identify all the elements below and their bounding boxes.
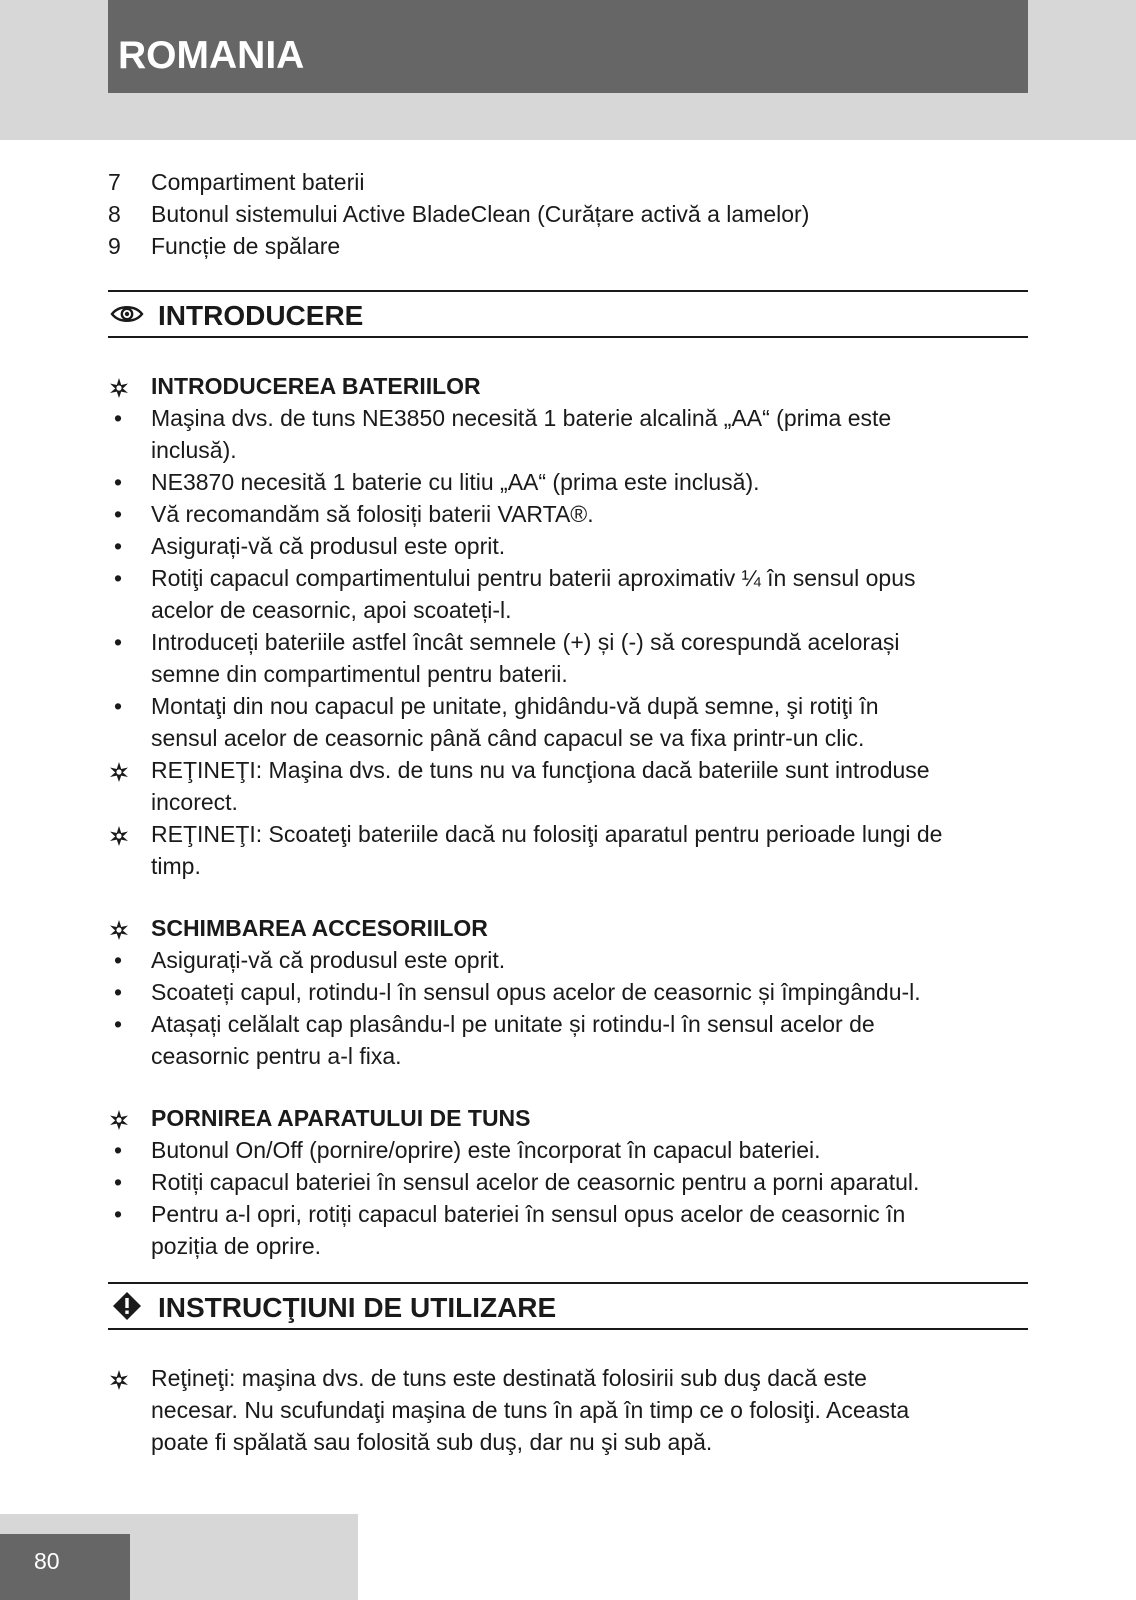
- text-line: poate fi spălată sau folosită sub duş, dar nu şi sub apă.: [151, 1429, 713, 1455]
- list-item: [108, 976, 1028, 1008]
- text-line: necesar. Nu scufundaţi maşina de tuns în apă în timp ce o folosiţi. Aceasta: [151, 1397, 910, 1423]
- text-line: REŢINEŢI: Scoateţi bateriile dacă nu folosiţi aparatul pentru perioade lungi de: [151, 821, 943, 847]
- text-line: Pentru a-l opri, rotiți capacul bateriei în sensul opus acelor de ceasornic în: [151, 1201, 906, 1227]
- note-item: [108, 1362, 1028, 1458]
- section-heading-instructiuni: [108, 1282, 1028, 1330]
- bullet: •: [114, 1169, 123, 1195]
- text-line: Scoateți capul, rotindu-l în sensul opus acelor de ceasornic și împingându-l.: [151, 979, 921, 1005]
- note-item: [108, 754, 1028, 818]
- bullet: •: [114, 405, 123, 431]
- bullet: •: [114, 693, 123, 719]
- list-item: [108, 498, 1028, 530]
- text-line: Montaţi din nou capacul pe unitate, ghidându-vă după semne, şi rotiţi în: [151, 693, 879, 719]
- bullet: •: [114, 501, 123, 527]
- text-line: semne din compartimentul pentru baterii.: [151, 661, 568, 687]
- item-text: Butonul sistemului Active BladeClean (Curățare activă a lamelor): [151, 201, 810, 227]
- text-line: inclusă).: [151, 437, 237, 463]
- list-item: [108, 1008, 1028, 1072]
- list-item: [108, 1166, 1028, 1198]
- section-title: INSTRUCŢIUNI DE UTILIZARE: [158, 1292, 557, 1323]
- text-line: acelor de ceasornic, apoi scoateți-l.: [151, 597, 512, 623]
- text-line: Introduceți bateriile astfel încât semnele (+) și (-) să corespundă acelorași: [151, 629, 900, 655]
- text-line: Rotiți capacul bateriei în sensul acelor de ceasornic pentru a porni aparatul.: [151, 1169, 920, 1195]
- text-line: Asigurați-vă că produsul este oprit.: [151, 533, 506, 559]
- text-line: poziția de oprire.: [151, 1233, 322, 1259]
- text-line: ceasornic pentru a-l fixa.: [151, 1043, 402, 1069]
- subsection-heading: [108, 370, 1028, 402]
- list-item: [108, 466, 1028, 498]
- document-body: [108, 166, 1028, 1458]
- bullet: •: [114, 629, 123, 655]
- list-item: [108, 230, 1028, 262]
- text-line: Reţineţi: maşina dvs. de tuns este destinată folosirii sub duş dacă este: [151, 1365, 867, 1391]
- bullet: •: [114, 1201, 123, 1227]
- starburst-icon: [108, 761, 130, 783]
- subsection-heading: [108, 1102, 1028, 1134]
- starburst-icon: [108, 1369, 130, 1391]
- list-item: [108, 530, 1028, 562]
- bullet: •: [114, 947, 123, 973]
- spacer: [108, 1072, 1028, 1102]
- starburst-icon: [108, 825, 130, 847]
- item-number: 9: [108, 233, 121, 259]
- subsection-heading: [108, 912, 1028, 944]
- list-item: [108, 1134, 1028, 1166]
- starburst-icon: [108, 377, 130, 399]
- text-line: Atașați celălalt cap plasându-l pe unitate și rotindu-l în sensul acelor de: [151, 1011, 875, 1037]
- starburst-icon: [108, 1109, 130, 1131]
- bullet: •: [114, 1137, 123, 1163]
- list-item: [108, 166, 1028, 198]
- text-line: sensul acelor de ceasornic până când capacul se va fixa printr-un clic.: [151, 725, 865, 751]
- bullet: •: [114, 1011, 123, 1037]
- spacer: [108, 882, 1028, 912]
- list-item: [108, 1198, 1028, 1262]
- bullet: •: [114, 979, 123, 1005]
- subsection-title: INTRODUCEREA BATERIILOR: [151, 373, 481, 399]
- page-title: ROMANIA: [108, 0, 1028, 93]
- text-line: incorect.: [151, 789, 238, 815]
- item-text: Compartiment baterii: [151, 169, 365, 195]
- subsection-title: PORNIREA APARATULUI DE TUNS: [151, 1105, 531, 1131]
- text-line: Asigurați-vă că produsul este oprit.: [151, 947, 506, 973]
- item-number: 7: [108, 169, 121, 195]
- section-title: INTRODUCERE: [158, 300, 364, 331]
- starburst-icon: [108, 919, 130, 941]
- list-item: [108, 562, 1028, 626]
- text-line: Maşina dvs. de tuns NE3850 necesită 1 baterie alcalină „AA“ (prima este: [151, 405, 892, 431]
- bullet: •: [114, 533, 123, 559]
- text-line: timp.: [151, 853, 201, 879]
- text-line: Vă recomandăm să folosiți baterii VARTA®.: [151, 501, 594, 527]
- text-line: Rotiţi capacul compartimentului pentru baterii aproximativ ¼ în sensul opus: [151, 565, 916, 591]
- list-item: [108, 626, 1028, 690]
- section-heading-introducere: [108, 290, 1028, 338]
- bullet: •: [114, 469, 123, 495]
- list-item: [108, 690, 1028, 754]
- text-line: REŢINEŢI: Maşina dvs. de tuns nu va funcţiona dacă bateriile sunt introduse: [151, 757, 930, 783]
- eye-icon: [110, 300, 144, 328]
- item-number: 8: [108, 201, 121, 227]
- list-item: [108, 198, 1028, 230]
- parts-list: [108, 166, 1028, 262]
- note-item: [108, 818, 1028, 882]
- item-text: Funcție de spălare: [151, 233, 341, 259]
- text-line: NE3870 necesită 1 baterie cu litiu „AA“ (prima este inclusă).: [151, 469, 760, 495]
- list-item: [108, 944, 1028, 976]
- subsection-title: SCHIMBAREA ACCESORIILOR: [151, 915, 488, 941]
- warning-diamond-icon: [110, 1292, 144, 1320]
- text-line: Butonul On/Off (pornire/oprire) este încorporat în capacul bateriei.: [151, 1137, 821, 1163]
- list-item: [108, 402, 1028, 466]
- bullet: •: [114, 565, 123, 591]
- page-number: 80: [0, 1534, 130, 1600]
